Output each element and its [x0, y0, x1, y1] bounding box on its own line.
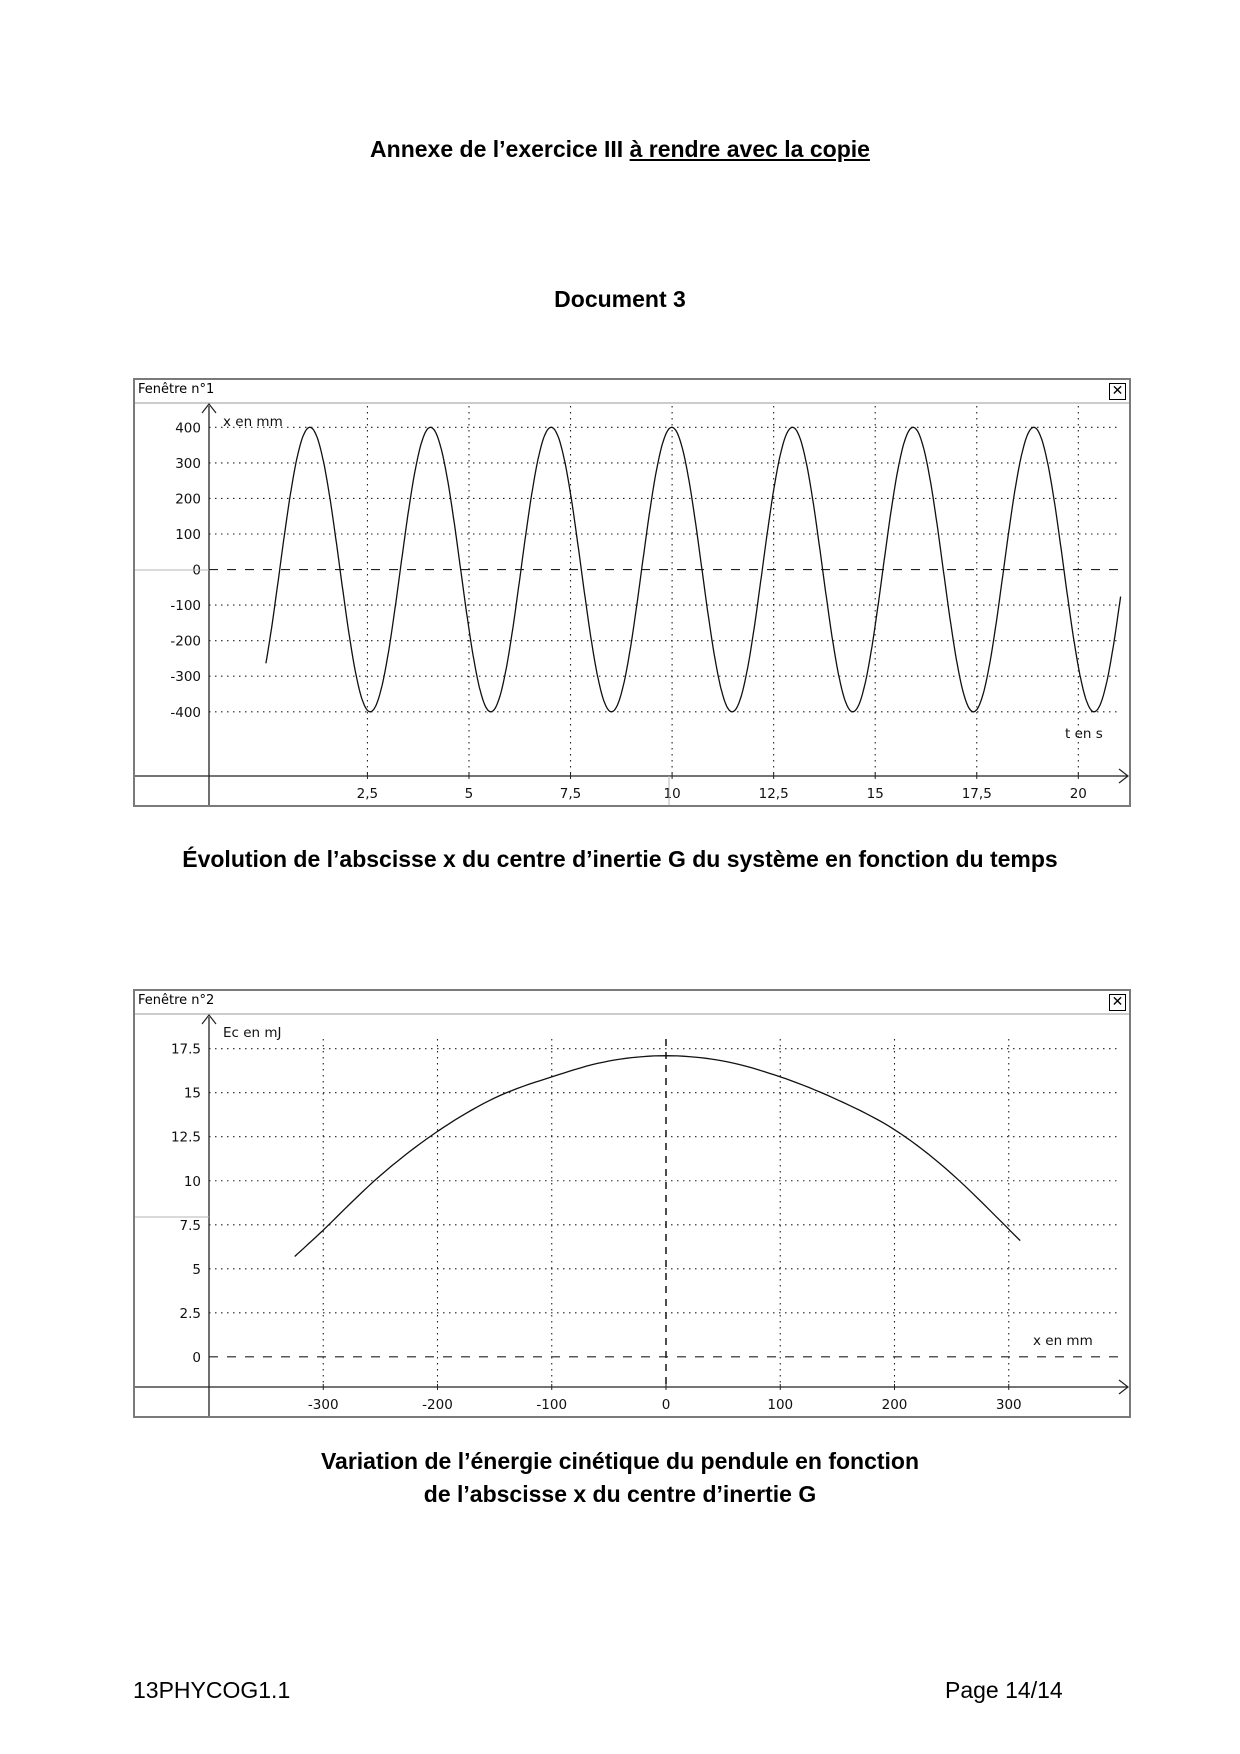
- document-label: Document 3: [554, 286, 686, 312]
- window-title-2: Fenêtre n°2: [138, 993, 215, 1008]
- y-tick-label: 10: [183, 1173, 201, 1190]
- caption-line: Variation de l’énergie cinétique du pendule en fonction: [320, 1448, 920, 1474]
- x-tick-label: 100: [767, 1397, 794, 1413]
- x-tick-label: 0: [661, 1397, 671, 1413]
- close-icon[interactable]: ✕: [1109, 383, 1126, 400]
- y-tick-label: 300: [175, 455, 201, 472]
- x-tick-label: 12,5: [758, 786, 789, 802]
- position-time-chart: [135, 380, 1129, 805]
- y-tick-label: 17.5: [170, 1041, 201, 1058]
- x-tick-label: 300: [995, 1397, 1022, 1413]
- x-axis-label: t en s: [1065, 726, 1103, 742]
- window-title-1: Fenêtre n°1: [138, 382, 215, 397]
- x-tick-label: 7,5: [559, 786, 582, 802]
- figure-2-caption: [0, 1445, 1240, 1511]
- y-tick-label: 400: [175, 420, 201, 437]
- y-axis-label: x en mm: [223, 414, 283, 430]
- y-tick-label: 15: [183, 1085, 201, 1102]
- x-axis-label: x en mm: [1033, 1333, 1093, 1349]
- y-tick-label: 200: [175, 491, 201, 508]
- data-series-line: [295, 1056, 1021, 1257]
- x-tick-label: -200: [422, 1397, 453, 1413]
- x-tick-label: 17,5: [961, 786, 992, 802]
- close-icon[interactable]: ✕: [1109, 994, 1126, 1011]
- y-tick-label: 12.5: [170, 1129, 201, 1146]
- y-tick-label: -100: [170, 598, 201, 615]
- chart-window-1: [133, 378, 1131, 807]
- annex-heading: [0, 136, 1240, 163]
- y-tick-label: -200: [170, 633, 201, 650]
- x-tick-label: 20: [1069, 786, 1087, 802]
- x-tick-label: 200: [881, 1397, 908, 1413]
- y-axis-label: Ec en mJ: [223, 1025, 282, 1041]
- annex-heading-underlined: à rendre avec la copie: [629, 136, 870, 162]
- x-tick-label: 15: [866, 786, 884, 802]
- y-tick-label: 7.5: [179, 1217, 201, 1234]
- caption-line: Évolution de l’abscisse x du centre d’inertie G du système en fonction du temps: [182, 846, 1058, 872]
- annex-heading-text: Annexe de l’exercice III: [370, 136, 630, 162]
- y-tick-label: 100: [175, 527, 201, 543]
- y-tick-label: 5: [192, 1261, 201, 1278]
- x-tick-label: 2,5: [356, 786, 379, 802]
- y-tick-label: 2.5: [179, 1305, 201, 1322]
- x-tick-label: -300: [307, 1397, 339, 1413]
- figure-1-caption: [0, 843, 1240, 876]
- x-tick-label: 10: [663, 786, 681, 802]
- footer-page-number: Page 14/14: [945, 1677, 1063, 1703]
- y-tick-label: 0: [192, 1349, 201, 1366]
- kinetic-energy-chart: [135, 991, 1129, 1416]
- y-tick-label: -400: [170, 704, 201, 721]
- caption-line: de l’abscisse x du centre d’inertie G: [423, 1481, 817, 1507]
- chart-window-2: [133, 989, 1131, 1418]
- footer-code: 13PHYCOG1.1: [133, 1677, 291, 1703]
- x-tick-label: -100: [536, 1397, 568, 1413]
- x-tick-label: 5: [464, 786, 474, 802]
- y-tick-label: 0: [192, 562, 201, 579]
- y-tick-label: -300: [170, 669, 201, 686]
